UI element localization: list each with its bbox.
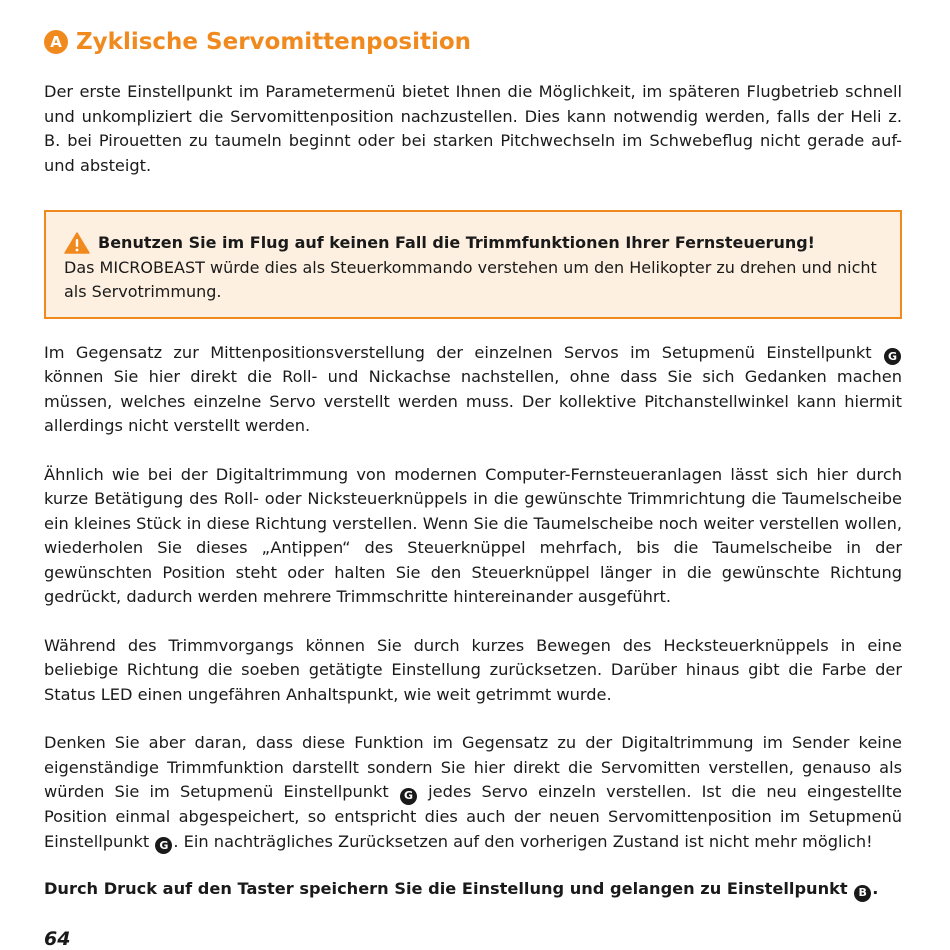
final-instruction-text: Durch Druck auf den Taster speichern Sie die Einstellung und gelangen zu Einstellpunkt [44,879,854,899]
step-g-badge: G [400,788,417,805]
warning-body: Das MICROBEAST würde dies als Steuerkommando verstehen um den Helikopter zu drehen und nicht als Servotrimmung. [64,257,877,301]
paragraph-2-part1: Im Gegensatz zur Mittenpositionsverstellung der einzelnen Servos im Setupmenü Einstellpunkt [44,342,883,362]
paragraph-5 [44,731,902,854]
warning-box [44,210,902,319]
step-b-badge: B [854,885,871,902]
final-instruction [44,877,902,902]
warning-title: Benutzen Sie im Flug auf keinen Fall die Trimmfunktionen Ihrer Fernsteuerung! [98,233,815,252]
paragraph-2 [44,341,902,439]
paragraph-2-part2: können Sie hier direkt die Roll- und Nickachse nachstellen, ohne dass Sie sich Gedanken machen müssen, welches einzelne Servo verstellt werden muss. Der kollektive Pitchanstellwinkel kann hiermit allerdings nicht verstellt werden. [44,367,902,436]
page-number: 64 [44,928,71,950]
paragraph-5-part1: Denken Sie aber daran, dass diese Funktion im Gegensatz zu der Digitaltrimmung im Sender keine eigenständige Trimmfunktion darstellt sondern Sie hier direkt die Servomitten verstellen, genauso als würden Sie im Setupmenü Einstellpunkt [44,733,902,802]
section-badge: A [44,30,68,54]
warning-triangle-icon [64,232,90,254]
step-g-badge: G [884,348,901,365]
intro-paragraph: Der erste Einstellpunkt im Parametermenü bietet Ihnen die Möglichkeit, im späteren Flugbetrieb schnell und unkompliziert die Servomittenposition nachzustellen. Dies kann notwendig werden, falls der Heli z. B. bei Pirouetten zu taumeln beginnt oder bei starken Pitchwechseln im Schwebeflug nicht gerade auf- und absteigt. [44,82,902,175]
warning-title-row [64,231,884,256]
paragraph-5-part3: . Ein nachträgliches Zurücksetzen auf den vorherigen Zustand ist nicht mehr möglich! [173,831,873,851]
paragraph-4: Während des Trimmvorgangs können Sie durch kurzes Bewegen des Hecksteuerknüppels in eine beliebige Richtung die soeben getätigte Einstellung zurücksetzen. Darüber hinaus gibt die Farbe der Status LED einen ungefähren Anhaltspunkt, wie weit getrimmt wurde. [44,635,902,704]
step-g-badge: G [155,837,172,854]
paragraph-5-part2: jedes Servo einzeln verstellen. Ist die neu eingestellte Position einmal abgespeichert, so entspricht dies auch der neuen Servomittenposition im Setupmenü Einstellpunkt [44,782,903,851]
document-page [44,26,902,902]
paragraph-3: Ähnlich wie bei der Digitaltrimmung von modernen Computer-Fernsteueranlagen lässt sich hier durch kurze Betätigung des Roll- oder Nicksteuerknüppels in die gewünschte Trimmrichtung die Taumelscheibe ein kleines Stück in diese Richtung verstellen. Wenn Sie die Taumelscheibe noch weiter verstellen wollen, wiederholen Sie dieses „Antippen“ des Steuerknüppel mehrfach, bis die Taumelscheibe in der gewünschten Position steht oder halten Sie den Steuerknüppel länger in die gewünschte Richtung gedrückt, dadurch werden mehrere Trimmschritte hintereinander ausgeführt. [44,464,902,607]
section-heading [44,26,902,58]
section-title: Zyklische Servomittenposition [76,29,472,55]
final-instruction-end: . [872,879,879,899]
